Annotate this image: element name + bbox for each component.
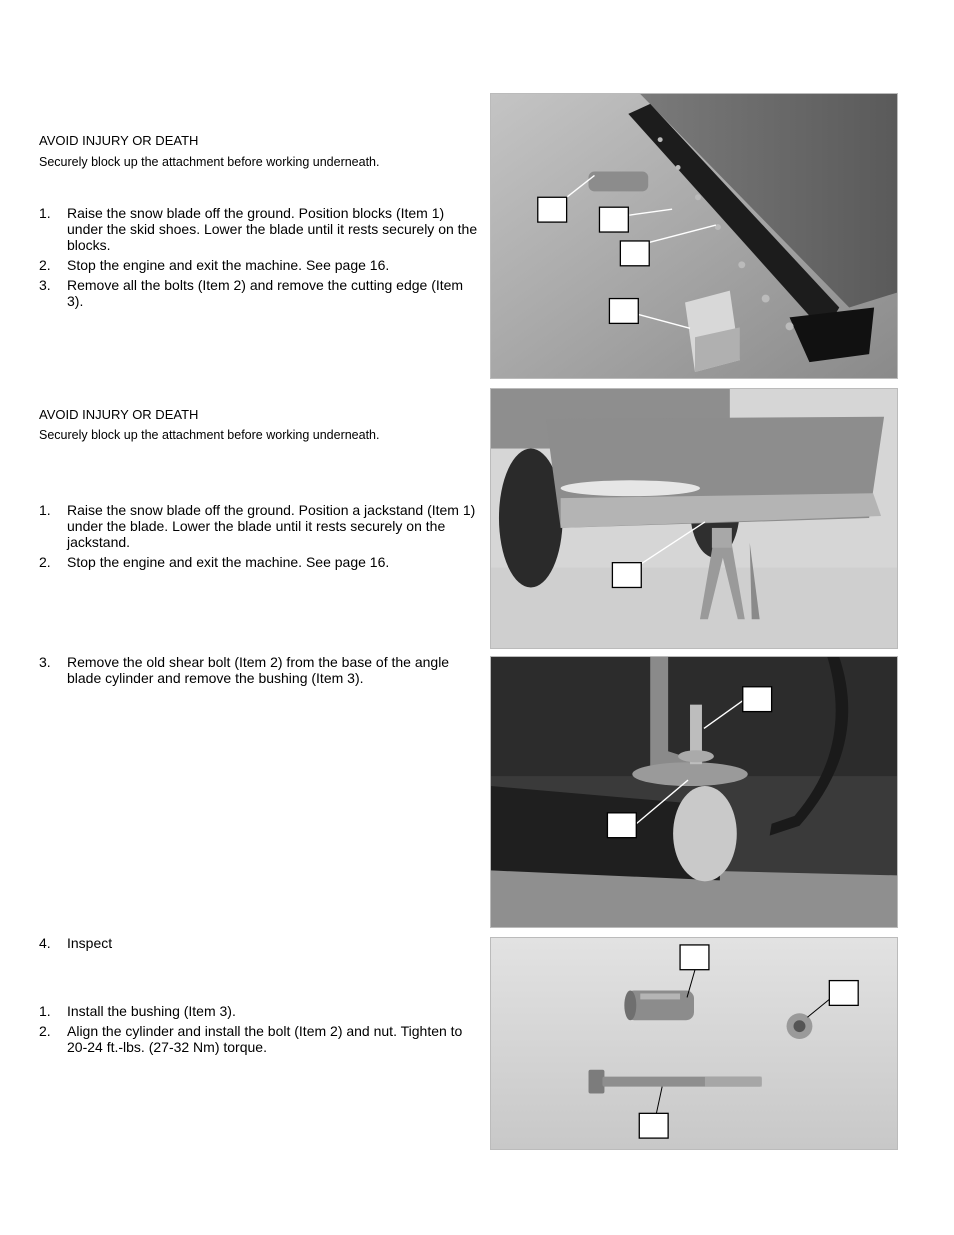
list-item [39,502,479,550]
photo-parts [490,937,898,1150]
step-number: 2. [39,257,51,273]
list-item [39,205,479,253]
list-item [39,554,479,570]
warning-title-2: AVOID INJURY OR DEATH [39,407,199,422]
step-number: 1. [39,502,51,518]
step-text: Remove the old shear bolt (Item 2) from the base of the angle blade cylinder and remove the bushing (Item 3). [67,654,450,686]
step-text: Stop the engine and exit the machine. See page 16. [67,554,390,570]
list-item [39,1023,479,1055]
step-text: Raise the snow blade off the ground. Position blocks (Item 1) under the skid shoes. Lower the blade until it rests securely on the blocks. [67,205,478,253]
step-number: 1. [39,1003,51,1019]
warning-text-1: Securely block up the attachment before working underneath. [39,155,380,169]
step-text: Align the cylinder and install the bolt (Item 2) and nut. Tighten to 20-24 ft.-lbs. (27-32 Nm) torque. [67,1023,463,1055]
step-text: Install the bushing (Item 3). [67,1003,236,1019]
warning-text-2: Securely block up the attachment before working underneath. [39,428,380,442]
step-number: 1. [39,205,51,221]
step-number: 3. [39,654,51,670]
step-text: Stop the engine and exit the machine. See page 16. [67,257,390,273]
step-text: Raise the snow blade off the ground. Position a jackstand (Item 1) under the blade. Lower the blade until it rests securely on the jackstand. [67,502,476,550]
step-text: Inspect [67,935,113,951]
step-text: Remove all the bolts (Item 2) and remove the cutting edge (Item 3). [67,277,464,309]
list-item [39,654,479,686]
photo-jackstand [490,388,898,649]
photo-cutting-edge [490,93,898,379]
steps-list-2 [39,502,479,574]
steps-list-1 [39,205,479,313]
photo-cylinder [490,656,898,928]
step-number: 4. [39,935,51,951]
step-number: 3. [39,277,51,293]
list-item [39,1003,479,1019]
warning-title-1: AVOID INJURY OR DEATH [39,133,199,148]
step-number: 2. [39,1023,51,1039]
steps-list-5 [39,1003,479,1059]
step-number: 2. [39,554,51,570]
steps-list-4 [39,935,479,955]
steps-list-3 [39,654,479,690]
list-item [39,935,479,951]
list-item [39,257,479,273]
list-item [39,277,479,309]
